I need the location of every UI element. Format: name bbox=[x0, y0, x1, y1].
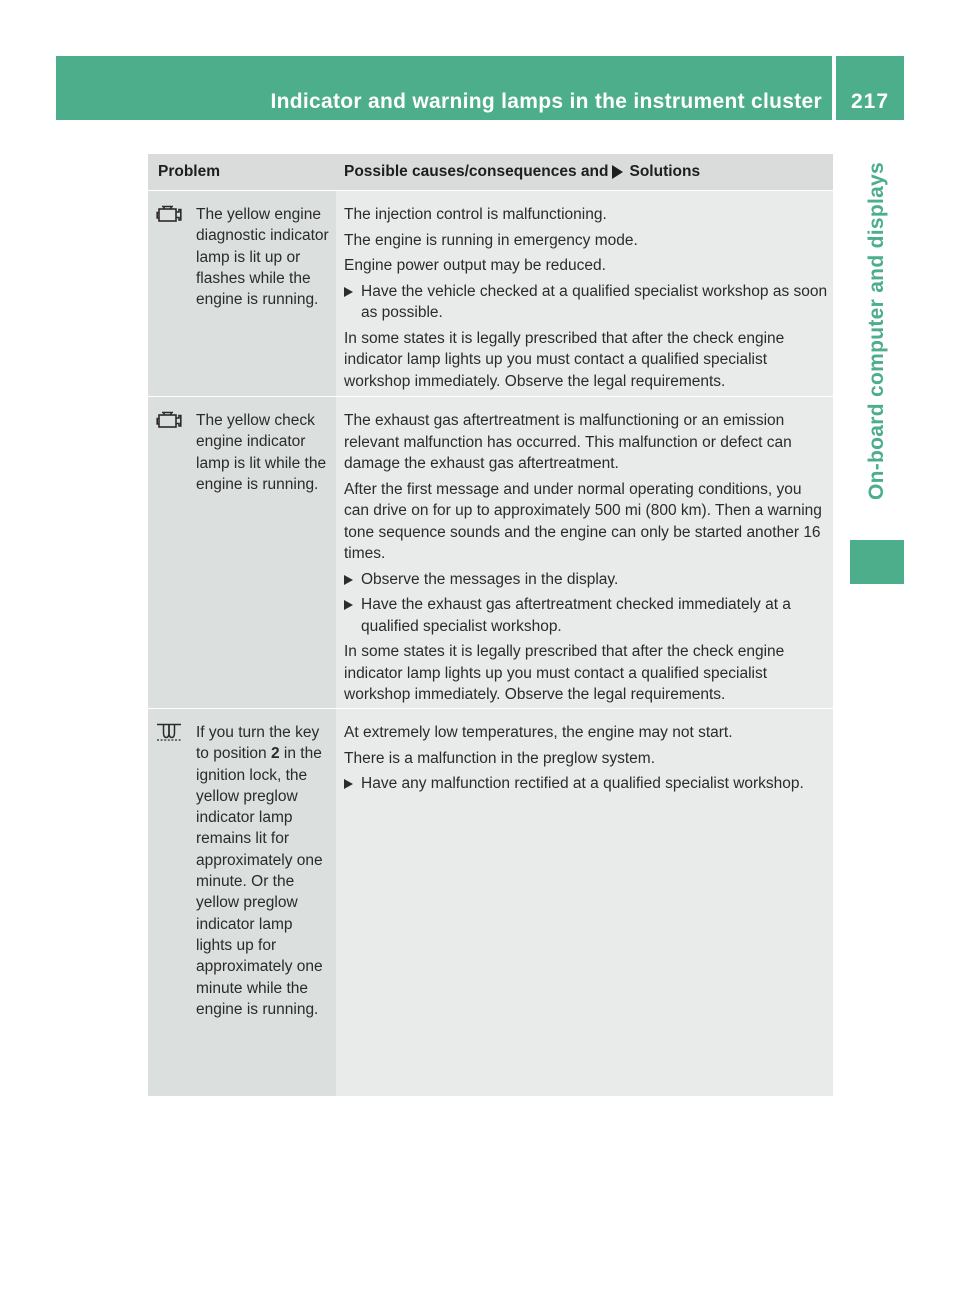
table-row bbox=[148, 396, 833, 708]
check-engine-icon bbox=[156, 410, 196, 708]
page-number: 217 bbox=[850, 90, 890, 113]
cause-text: After the first message and under normal operating conditions, you can drive on for up to approximately 500 mi (800 km). Then a warning tone sequence sounds and the engine can only be started another 16 times. bbox=[344, 480, 822, 562]
side-section-marker bbox=[850, 540, 904, 584]
column-header-solutions-prefix: Possible causes/consequences and bbox=[344, 163, 609, 180]
cause-text: There is a malfunction in the preglow system. bbox=[344, 749, 655, 767]
arrow-right-icon bbox=[612, 165, 623, 179]
solution-cell bbox=[336, 709, 833, 1096]
solution-cell bbox=[336, 397, 833, 708]
table-header bbox=[148, 154, 833, 190]
problem-text-part: in the ignition lock, the yellow preglow indicator lamp remains lit for approximately one minute. Or the yellow preglow indicator lamp lights up for approximately one minute while the engine is running. bbox=[196, 745, 323, 1018]
column-header-solutions bbox=[336, 154, 700, 190]
table-row bbox=[148, 708, 833, 1096]
cause-text: The exhaust gas aftertreatment is malfunctioning or an emission relevant malfunction has occurred. This malfunction or defect can damage the exhaust gas aftertreatment. bbox=[344, 412, 792, 472]
problem-text-part: If you turn the key to position bbox=[196, 724, 320, 763]
problem-cell bbox=[148, 191, 336, 396]
solution-step bbox=[344, 773, 829, 795]
note-text: In some states it is legally prescribed that after the check engine indicator lamp lights up you must contact a qualified specialist workshop immediately. Observe the legal requirements. bbox=[344, 329, 785, 390]
problem-cell bbox=[148, 709, 336, 1096]
note-text: In some states it is legally prescribed that after the check engine indicator lamp lights up you must contact a qualified specialist workshop immediately. Observe the legal requirements. bbox=[344, 643, 785, 703]
arrow-right-icon bbox=[344, 569, 361, 591]
table-row bbox=[148, 190, 833, 396]
solution-step-text: Have any malfunction rectified at a qualified specialist workshop. bbox=[361, 775, 804, 792]
side-section-label: On-board computer and displays bbox=[865, 161, 888, 501]
key-position-value: 2 bbox=[270, 745, 280, 763]
arrow-right-icon bbox=[344, 773, 361, 795]
arrow-right-icon bbox=[344, 594, 361, 637]
solution-step bbox=[344, 569, 829, 591]
problem-description: The yellow engine diagnostic indicator lamp is lit up or flashes while the engine is running. bbox=[196, 206, 329, 309]
problem-description: The yellow check engine indicator lamp is lit while the engine is running. bbox=[196, 412, 327, 493]
solution-step bbox=[344, 594, 829, 637]
page-title: Indicator and warning lamps in the instrument cluster bbox=[270, 90, 822, 113]
solution-step-text: Observe the messages in the display. bbox=[361, 570, 619, 588]
cause-text: The injection control is malfunctioning. bbox=[344, 206, 607, 223]
lamp-table bbox=[148, 154, 833, 1096]
side-section-tab bbox=[850, 128, 904, 534]
solution-step-text: Have the vehicle checked at a qualified specialist workshop as soon as possible. bbox=[361, 282, 828, 321]
arrow-right-icon bbox=[344, 281, 361, 324]
solution-step bbox=[344, 281, 829, 324]
solution-cell bbox=[336, 191, 833, 396]
check-engine-icon bbox=[156, 204, 196, 396]
column-header-solutions-suffix: Solutions bbox=[629, 163, 701, 180]
problem-description bbox=[196, 722, 332, 1096]
solution-step-text: Have the exhaust gas aftertreatment checked immediately at a qualified specialist workshop. bbox=[361, 596, 791, 635]
cause-text: At extremely low temperatures, the engine may not start. bbox=[344, 724, 733, 741]
cause-text: The engine is running in emergency mode. bbox=[344, 231, 638, 249]
preglow-icon bbox=[156, 722, 196, 1096]
problem-cell bbox=[148, 397, 336, 708]
cause-text: Engine power output may be reduced. bbox=[344, 257, 606, 274]
column-header-problem: Problem bbox=[158, 163, 221, 180]
